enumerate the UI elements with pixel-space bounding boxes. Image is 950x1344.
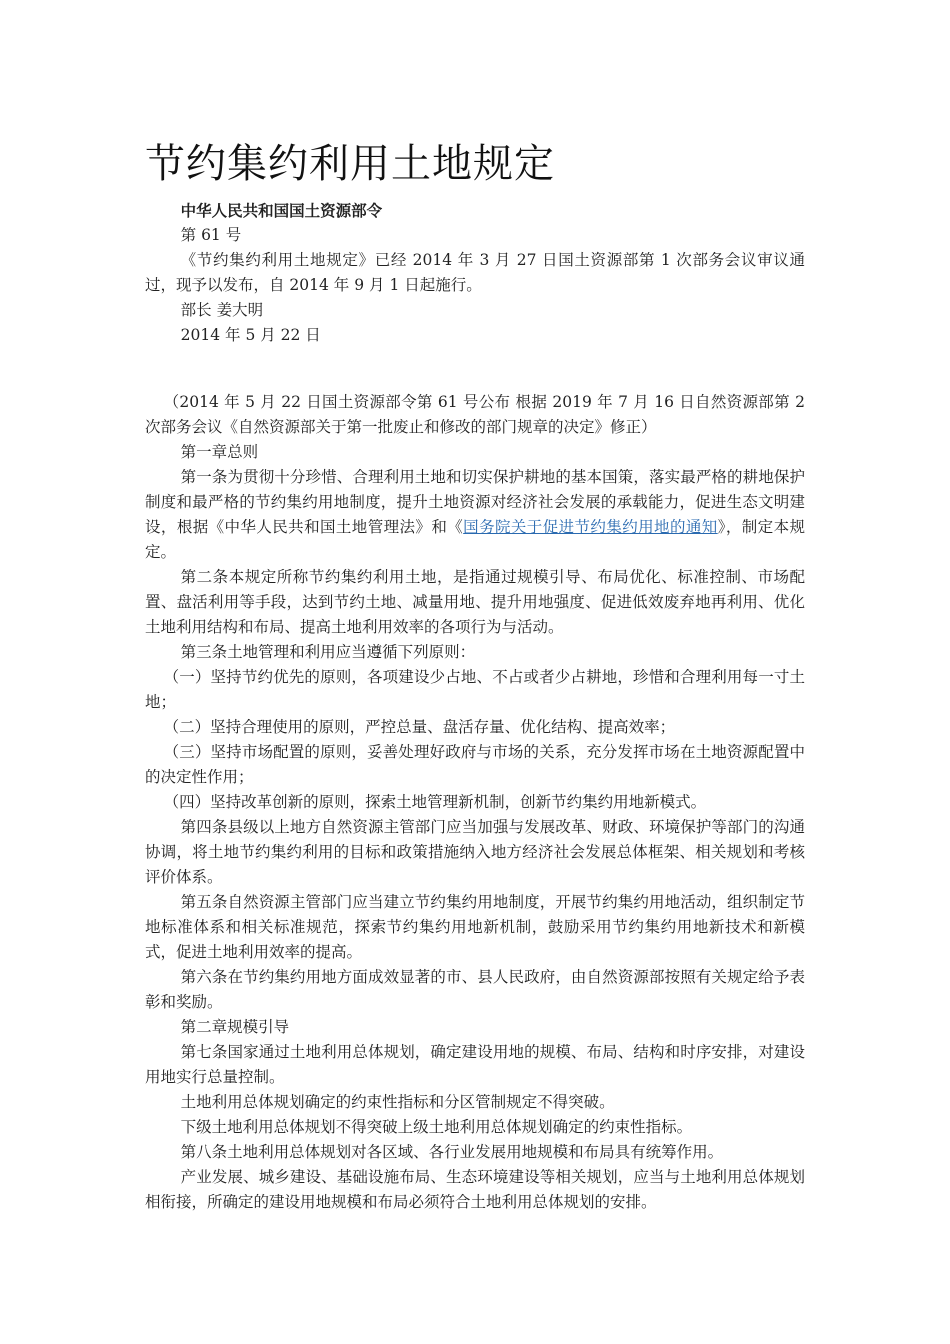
document-body bbox=[145, 198, 805, 1215]
article-5: 第五条自然资源主管部门应当建立节约集约用地制度，开展节约集约用地活动，组织制定节地标准体系和相关标准规范，探索节约集约用地新机制，鼓励采用节约集约用地新技术和新模式，促进土地利用效率的提高。 bbox=[145, 893, 805, 961]
article-7-paragraph: 下级土地利用总体规划不得突破上级土地利用总体规划确定的约束性指标。 bbox=[180, 1118, 693, 1136]
article-4: 第四条县级以上地方自然资源主管部门应当加强与发展改革、财政、环境保护等部门的沟通协调，将土地节约集约利用的目标和政策措施纳入地方经济社会发展总体框架、相关规划和考核评价体系。 bbox=[145, 818, 805, 886]
article-1-text: 第一条为贯彻十分珍惜、合理利用土地和切实保护耕地的基本国策，落实最严格的耕地保护制度和最严格的节约集约用地制度，提升土地资源对经济社会发展的承载能力，促进生态文明建设，根据《中华人民共和国土地管理法》和《 bbox=[145, 468, 805, 536]
order-number: 第 61 号 bbox=[180, 226, 242, 244]
article-6: 第六条在节约集约用地方面成效显著的市、县人民政府，由自然资源部按照有关规定给予表彰和奖励。 bbox=[145, 968, 805, 1011]
article-3-item: （一）坚持节约优先的原则，各项建设少占地、不占或者少占耕地，珍惜和合理利用每一寸土地； bbox=[145, 668, 805, 711]
signer: 部长 姜大明 bbox=[180, 301, 264, 319]
announcement: 《节约集约利用土地规定》已经 2014 年 3 月 27 日国土资源部第 1 次部务会议审议通过，现予以发布，自 2014 年 9 月 1 日起施行。 bbox=[145, 251, 805, 294]
article-8-paragraph: 产业发展、城乡建设、基础设施布局、生态环境建设等相关规划，应当与土地利用总体规划相衔接，所确定的建设用地规模和布局必须符合土地利用总体规划的安排。 bbox=[145, 1168, 805, 1211]
revision-note: （2014 年 5 月 22 日国土资源部令第 61 号公布 根据 2019 年 7 月 16 日自然资源部第 2 次部务会议《自然资源部关于第一批废止和修改的部门规章的决定》修正） bbox=[145, 393, 805, 436]
issue-date: 2014 年 5 月 22 日 bbox=[180, 326, 321, 344]
article-3: 第三条土地管理和利用应当遵循下列原则： bbox=[180, 643, 476, 661]
article-8: 第八条土地利用总体规划对各区域、各行业发展用地规模和布局具有统筹作用。 bbox=[180, 1143, 724, 1161]
article-2: 第二条本规定所称节约集约利用土地，是指通过规模引导、布局优化、标准控制、市场配置、盘活利用等手段，达到节约土地、减量用地、提升用地强度、促进低效废弃地再利用、优化土地利用结构和布局、提高土地利用效率的各项行为与活动。 bbox=[145, 568, 805, 636]
article-1 bbox=[145, 465, 805, 565]
chapter-heading: 第二章规模引导 bbox=[180, 1018, 290, 1036]
state-council-notice-link[interactable]: 国务院关于促进节约集约用地的通知 bbox=[463, 518, 718, 536]
spacer bbox=[145, 348, 805, 390]
article-7: 第七条国家通过土地利用总体规划，确定建设用地的规模、布局、结构和时序安排，对建设用地实行总量控制。 bbox=[145, 1043, 805, 1086]
page-title: 节约集约利用土地规定 bbox=[145, 141, 555, 187]
article-1-tail: 》，制定本规定。 bbox=[145, 518, 805, 561]
article-7-paragraph: 土地利用总体规划确定的约束性指标和分区管制规定不得突破。 bbox=[180, 1093, 615, 1111]
article-3-item: （二）坚持合理使用的原则，严控总量、盘活存量、优化结构、提高效率； bbox=[163, 718, 676, 736]
issuer-line: 中华人民共和国国土资源部令 bbox=[180, 201, 383, 220]
chapter-heading: 第一章总则 bbox=[180, 443, 259, 461]
article-3-item: （三）坚持市场配置的原则，妥善处理好政府与市场的关系，充分发挥市场在土地资源配置中的决定性作用； bbox=[145, 743, 805, 786]
article-3-item: （四）坚持改革创新的原则，探索土地管理新机制，创新节约集约用地新模式。 bbox=[163, 793, 707, 811]
